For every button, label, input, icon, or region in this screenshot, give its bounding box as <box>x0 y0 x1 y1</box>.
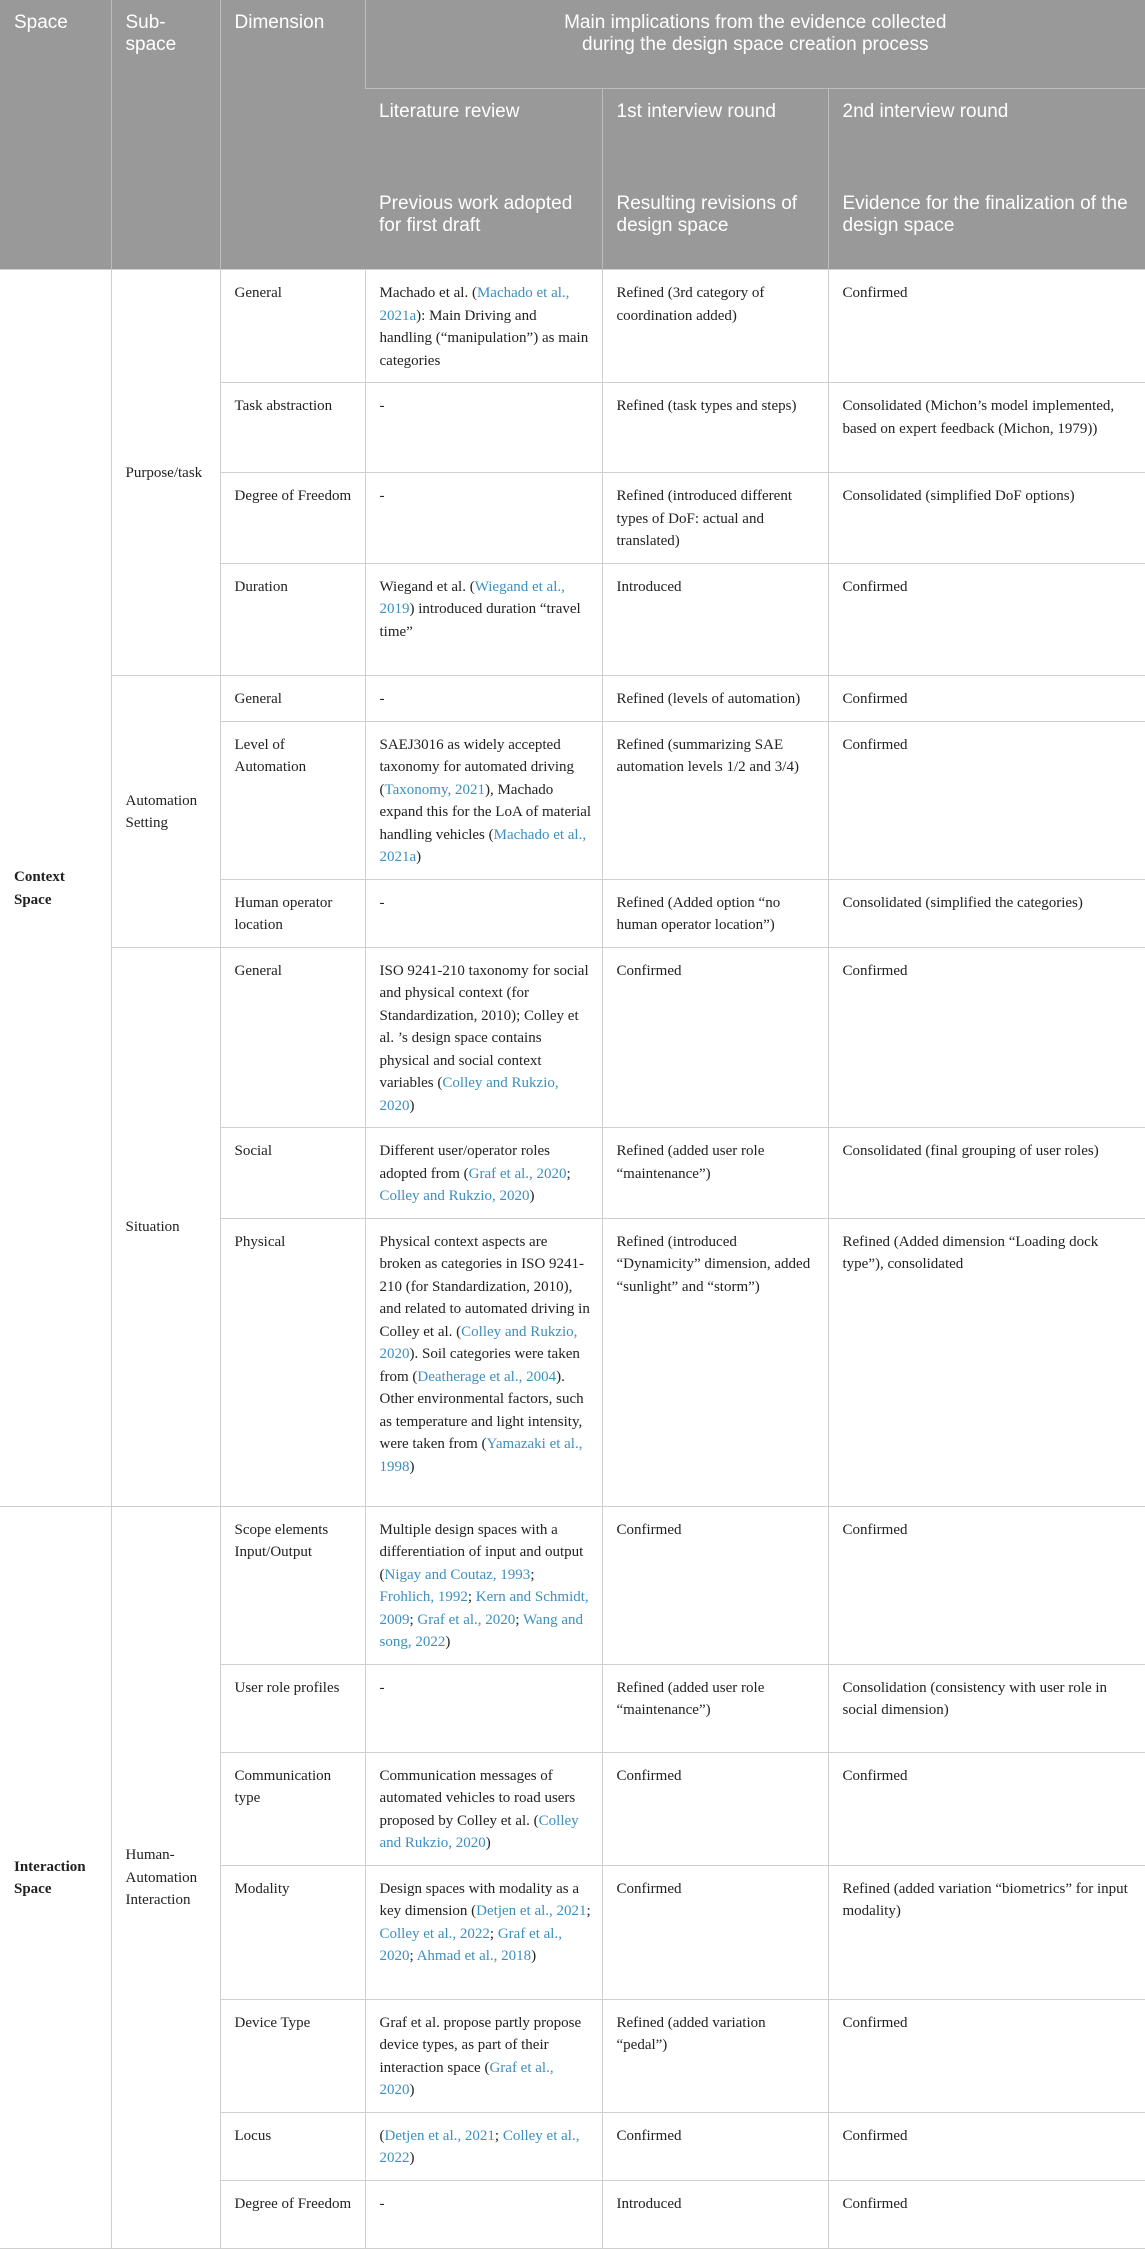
literature-cell: Graf et al. propose partly propose device types, as part of their interaction space (Graf et al., 2020) <box>365 1999 602 2112</box>
interview1-cell: Refined (introduced “Dynamicity” dimension, added “sunlight” and “storm”) <box>602 1218 828 1506</box>
literature-cell: Multiple design spaces with a differentiation of input and output (Nigay and Coutaz, 1993; Frohlich, 1992; Kern and Schmidt, 2009; Graf et al., 2020; Wang and song, 2022) <box>365 1506 602 1664</box>
dimension-cell: Device Type <box>220 1999 365 2112</box>
literature-cell: (Detjen et al., 2021; Colley et al., 2022) <box>365 2112 602 2180</box>
dimension-cell: Degree of Freedom <box>220 2180 365 2248</box>
interview1-cell: Refined (Added option “no human operator location”) <box>602 879 828 947</box>
citation-link[interactable]: Graf et al., 2020 <box>379 1925 562 1964</box>
dimension-cell: General <box>220 675 365 721</box>
interview2-cell: Confirmed <box>828 270 1145 383</box>
dimension-cell: General <box>220 270 365 383</box>
interview2-cell: Confirmed <box>828 1999 1145 2112</box>
citation-link[interactable]: Kern and Schmidt, 2009 <box>379 1589 589 1628</box>
literature-cell: - <box>365 879 602 947</box>
interview2-cell: Confirmed <box>828 675 1145 721</box>
literature-cell: Machado et al. (Machado et al., 2021a): Main Driving and handling (“manipulation”) as main categories <box>365 270 602 383</box>
interview2-cell: Consolidated (simplified the categories) <box>828 879 1145 947</box>
dimension-cell: Locus <box>220 2112 365 2180</box>
interview2-cell: Confirmed <box>828 2180 1145 2248</box>
citation-link[interactable]: Graf et al., 2020 <box>417 1611 516 1628</box>
literature-cell: Physical context aspects are broken as categories in ISO 9241-210 (for Standardization, 2010), and related to automated driving in Colley et al. (Colley and Rukzio, 2020). Soil categories were taken from (Deatherage et al., 2004). Other environmental factors, such as temperature and light intensity, were taken from (Yamazaki et al., 1998) <box>365 1218 602 1506</box>
dimension-cell: Communication type <box>220 1752 365 1865</box>
citation-link[interactable]: Colley and Rukzio, 2020 <box>379 1188 530 1204</box>
interview1-cell: Introduced <box>602 563 828 675</box>
interview1-cell: Refined (summarizing SAE automation levels 1/2 and 3/4) <box>602 721 828 879</box>
interview2-cell: Consolidated (simplified DoF options) <box>828 473 1145 564</box>
header-literature-review: Literature review <box>365 89 602 158</box>
citation-link[interactable]: Colley and Rukzio, 2020 <box>379 1323 578 1362</box>
header-1st-interview-round: 1st interview round <box>602 89 828 158</box>
literature-cell: - <box>365 675 602 721</box>
subspace-cell: Purpose/task <box>111 270 220 676</box>
subspace-cell: Human-Automation Interaction <box>111 1506 220 2248</box>
interview1-cell: Confirmed <box>602 2112 828 2180</box>
interview2-cell: Confirmed <box>828 947 1145 1128</box>
citation-link[interactable]: Frohlich, 1992 <box>379 1589 468 1605</box>
dimension-cell: Human operator location <box>220 879 365 947</box>
literature-cell: ISO 9241-210 taxonomy for social and physical context (for Standardization, 2010); Colley et al. ’s design space contains physical and social context variables (Colley and Rukzio, 2020) <box>365 947 602 1128</box>
literature-cell: Design spaces with modality as a key dimension (Detjen et al., 2021; Colley et al., 2022; Graf et al., 2020; Ahmad et al., 2018) <box>365 1865 602 1999</box>
interview1-cell: Confirmed <box>602 947 828 1128</box>
header-2nd-interview-round: 2nd interview round <box>828 89 1145 158</box>
table-row <box>0 947 1145 1128</box>
dimension-cell: Duration <box>220 563 365 675</box>
table-row <box>0 1506 1145 1664</box>
citation-link[interactable]: Colley et al., 2022 <box>379 1925 490 1942</box>
citation-link[interactable]: Wang and song, 2022 <box>379 1611 583 1650</box>
citation-link[interactable]: Deatherage et al., 2004 <box>417 1368 557 1385</box>
literature-cell: - <box>365 473 602 564</box>
citation-link[interactable]: Ahmad et al., 2018 <box>416 1948 532 1964</box>
interview2-cell: Confirmed <box>828 2112 1145 2180</box>
subspace-cell: Automation Setting <box>111 675 220 947</box>
interview1-cell: Refined (task types and steps) <box>602 383 828 473</box>
interview2-cell: Consolidation (consistency with user role in social dimension) <box>828 1664 1145 1752</box>
header-main-implications: Main implications from the evidence collected during the design space creation process <box>365 0 1145 89</box>
interview1-cell: Refined (introduced different types of DoF: actual and translated) <box>602 473 828 564</box>
header-1st-interview-subtitle: Resulting revisions of design space <box>602 157 828 270</box>
interview1-cell: Refined (added user role “maintenance”) <box>602 1664 828 1752</box>
literature-cell: Communication messages of automated vehicles to road users proposed by Colley et al. (Colley and Rukzio, 2020) <box>365 1752 602 1865</box>
literature-cell: SAEJ3016 as widely accepted taxonomy for automated driving (Taxonomy, 2021), Machado expand this for the LoA of material handling vehicles (Machado et al., 2021a) <box>365 721 602 879</box>
citation-link[interactable]: Colley and Rukzio, 2020 <box>379 1075 559 1114</box>
literature-cell: - <box>365 383 602 473</box>
interview2-cell: Confirmed <box>828 1506 1145 1664</box>
citation-link[interactable]: Detjen et al., 2021 <box>384 2127 495 2144</box>
dimension-cell: Modality <box>220 1865 365 1999</box>
interview2-cell: Confirmed <box>828 563 1145 675</box>
dimension-cell: Social <box>220 1128 365 1219</box>
citation-link[interactable]: Taxonomy, 2021 <box>384 781 485 798</box>
interview1-cell: Refined (added user role “maintenance”) <box>602 1128 828 1219</box>
citation-link[interactable]: Graf et al., 2020 <box>468 1165 567 1182</box>
interview1-cell: Confirmed <box>602 1506 828 1664</box>
interview1-cell: Refined (3rd category of coordination added) <box>602 270 828 383</box>
interview2-cell: Refined (Added dimension “Loading dock type”), consolidated <box>828 1218 1145 1506</box>
literature-cell: - <box>365 1664 602 1752</box>
table-row <box>0 270 1145 383</box>
citation-link[interactable]: Detjen et al., 2021 <box>476 1903 587 1919</box>
citation-link[interactable]: Yamazaki et al., 1998 <box>379 1436 583 1475</box>
citation-link[interactable]: Colley and Rukzio, 2020 <box>379 1812 579 1851</box>
interview1-cell: Introduced <box>602 2180 828 2248</box>
header-subspace: Sub- space <box>111 0 220 270</box>
interview2-cell: Consolidated (Michon’s model implemented, based on expert feedback (Michon, 1979)) <box>828 383 1145 473</box>
interview2-cell: Confirmed <box>828 1752 1145 1865</box>
header-space: Space <box>0 0 111 270</box>
dimension-cell: Scope elements Input/Output <box>220 1506 365 1664</box>
citation-link[interactable]: Machado et al., 2021a <box>379 285 570 324</box>
header-literature-subtitle: Previous work adopted for first draft <box>365 157 602 270</box>
citation-link[interactable]: Wiegand et al., 2019 <box>379 578 565 617</box>
citation-link[interactable]: Machado et al., 2021a <box>379 826 587 865</box>
interview1-cell: Confirmed <box>602 1865 828 1999</box>
interview1-cell: Confirmed <box>602 1752 828 1865</box>
dimension-cell: Physical <box>220 1218 365 1506</box>
dimension-cell: Degree of Freedom <box>220 473 365 564</box>
space-cell: Interaction Space <box>0 1506 111 2248</box>
citation-link[interactable]: Graf et al., 2020 <box>379 2059 554 2098</box>
subspace-cell: Situation <box>111 947 220 1506</box>
interview2-cell: Consolidated (final grouping of user roles) <box>828 1128 1145 1219</box>
interview1-cell: Refined (added variation “pedal”) <box>602 1999 828 2112</box>
table-row <box>0 675 1145 721</box>
literature-cell: - <box>365 2180 602 2248</box>
citation-link[interactable]: Nigay and Coutaz, 1993 <box>384 1566 531 1583</box>
space-cell: Context Space <box>0 270 111 1507</box>
interview2-cell: Refined (added variation “biometrics” for input modality) <box>828 1865 1145 1999</box>
interview2-cell: Confirmed <box>828 721 1145 879</box>
dimension-cell: Task abstraction <box>220 383 365 473</box>
dimension-cell: Level of Automation <box>220 721 365 879</box>
literature-cell: Different user/operator roles adopted from (Graf et al., 2020; Colley and Rukzio, 2020) <box>365 1128 602 1219</box>
dimension-cell: User role profiles <box>220 1664 365 1752</box>
interview1-cell: Refined (levels of automation) <box>602 675 828 721</box>
header-2nd-interview-subtitle: Evidence for the finalization of the design space <box>828 157 1145 270</box>
literature-cell: Wiegand et al. (Wiegand et al., 2019) introduced duration “travel time” <box>365 563 602 675</box>
dimension-cell: General <box>220 947 365 1128</box>
header-dimension: Dimension <box>220 0 365 270</box>
citation-link[interactable]: Colley et al., 2022 <box>379 2127 580 2166</box>
